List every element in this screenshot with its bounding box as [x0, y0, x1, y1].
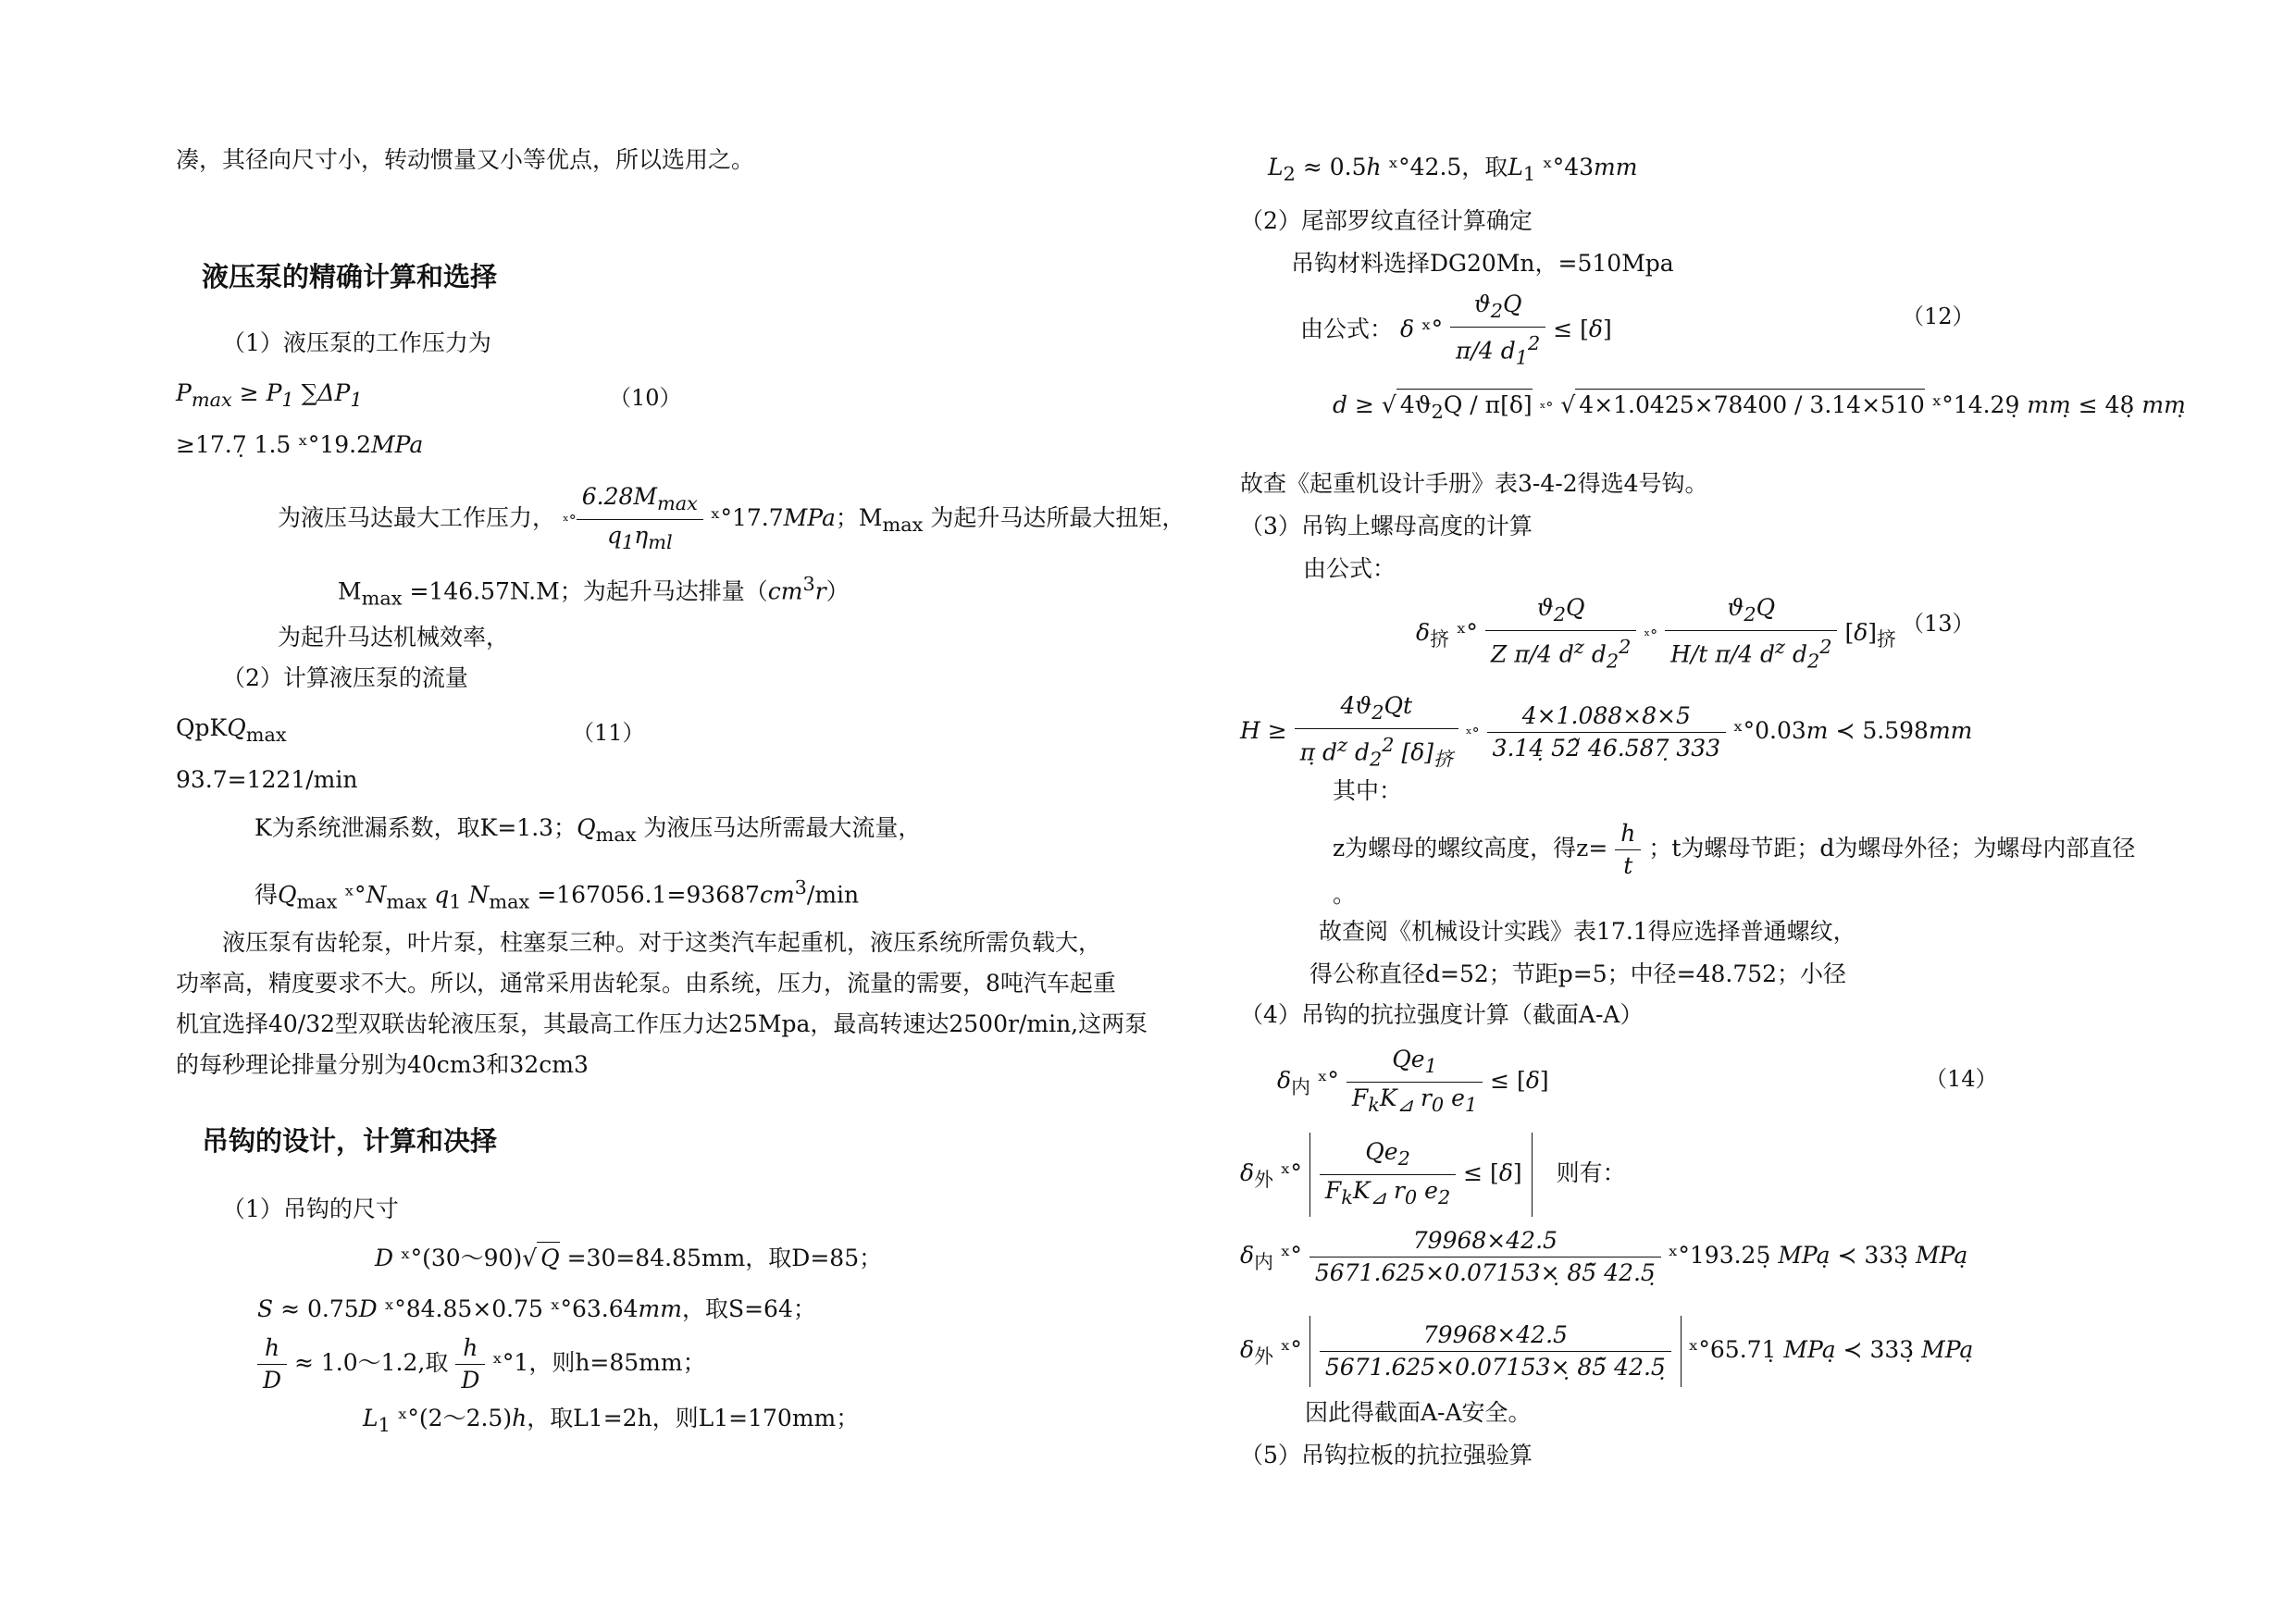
text-span: z为螺母的螺纹高度，得z=	[1333, 835, 1608, 861]
text-line: 得公称直径d=52；节距p=5；中径=48.752；小径	[1309, 960, 1847, 987]
section-heading-pump: 液压泵的精确计算和选择	[202, 261, 498, 292]
radical: 4×1.0425×78400 / 3.14×510	[1575, 389, 1924, 421]
fraction: $\frac{h}{D}$	[455, 1332, 485, 1396]
text-span: $[\delta]_挤$	[1844, 619, 1896, 651]
fraction: $\frac{ϑ_2Q}{\pi/4 d_1^2}$	[1450, 289, 1545, 373]
text-span: ≤ [δ]	[1463, 1159, 1522, 1186]
text-line: $L_2 \approx 0.5h$ ˣ°42.5，取$L_1$ ˣ°43mm	[1268, 154, 1638, 185]
text-line: 。	[1333, 881, 1357, 908]
equation-number: （10）	[609, 385, 682, 411]
equation-number: （12）	[1902, 304, 1975, 329]
text-span: $\delta_内$ ˣ°	[1277, 1067, 1339, 1098]
text-line: 故查阅《机械设计实践》表17.1得应选择普通螺纹，	[1319, 918, 1856, 945]
text-line: 得$Q_{max}$ $ˣ^\circ N_{max}$ $q_1$ $N_{max} =167056.1=93687cm^3/\min$	[254, 876, 860, 913]
text-span: 则有：	[1556, 1159, 1626, 1186]
fraction: $\frac{ϑ_2Q}{Z \pi/4 d^z d_2^2}$	[1485, 592, 1637, 676]
paragraph-line: 的每秒理论排量分别为40cm3和32cm3	[176, 1051, 589, 1078]
text-span: δ ˣ°	[1399, 316, 1444, 343]
text-line: （1）液压泵的工作压力为	[222, 329, 491, 356]
text-span: ˣ°0.03m ≺ 5.598mm	[1733, 717, 1973, 745]
text-span: ˣ°1，则h=85mm；	[492, 1349, 706, 1376]
text-span: ≤ [δ]	[1490, 1067, 1549, 1094]
fraction: $\frac{79968\times 42.5}{5671.625\times 0.07153\timeṣ 85̃ 42.5̣}$	[1320, 1319, 1671, 1383]
text-line: 93.7=1221/min	[176, 766, 358, 793]
text-line: （5）吊钩拉板的抗拉强验算	[1240, 1442, 1533, 1468]
text-span: ˣ°193.25̣ MPạ ≺ 333̣ MPa	[1668, 1242, 1968, 1269]
text-span: d ≥	[1333, 391, 1374, 418]
text-span: $\delta_外$ ˣ°	[1240, 1336, 1302, 1368]
text-line: S ≈ 0.75D ˣ°84.85×0.75 ˣ°63.64mm，取S=64；	[257, 1295, 816, 1322]
text-line: （2）尾部罗纹直径计算确定	[1240, 207, 1533, 234]
text-line: 由公式：	[1303, 555, 1396, 582]
text-line	[257, 1332, 706, 1396]
equation-number: （14）	[1925, 1066, 1998, 1092]
fraction: $\frac{4\times 1.088\times 8\times 5}{3.14̣ 52̃ 46.587̣ 333}$	[1487, 700, 1727, 764]
text-line: D ˣ°(30～90)√ Q =30=84.85mm，取D=85；	[375, 1242, 882, 1274]
text-line: $L_1$ ˣ°(2～2.5)h，取L1=2h，则L1=170mm；	[363, 1405, 860, 1436]
text-span: H ≥	[1240, 717, 1287, 745]
text-span: ≈ 1.0～1.2,取	[294, 1349, 449, 1376]
paragraph-line: 机宜选择40/32型双联齿轮液压泵，其最高工作压力达25Mpa，最高转速达2500r/min,这两泵	[176, 1010, 1148, 1037]
equation-line	[1240, 1225, 1967, 1289]
text-line: （4）吊钩的抗拉强度计算（截面A-A）	[1240, 1001, 1644, 1028]
text-line	[1333, 818, 2135, 882]
equation-line: H ≥ $\frac{4ϑ_2Qt}{\pị d^z d_2^2 [\delta]_挤}$ ˣ° $\frac{4\times 1.088\times 8\times 5}{3.14̣ 52̃ 46.587̣ 333}$ ˣ°0.03m ≺ 5.598mm	[1240, 690, 1972, 774]
text-span: ˣ°65.71̣ MPạ ≺ 333̣ MPa	[1688, 1336, 1974, 1363]
text-line: 吊钩材料选择DG20Mn，=510Mpa	[1291, 250, 1674, 277]
text-line: （1）吊钩的尺寸	[222, 1196, 399, 1222]
section-heading-hook: 吊钩的设计，计算和决择	[202, 1125, 498, 1157]
equation-11: QpKQ$_{max}$	[176, 714, 287, 746]
equation-14	[1277, 1044, 1549, 1121]
text-line: 为起升马达机械效率，	[278, 624, 510, 650]
text-line: 故查《起重机设计手册》表3-4-2得选4号钩。	[1240, 470, 1708, 497]
text-line: （2）计算液压泵的流量	[222, 664, 468, 691]
equation-10: $P_{max} \ge P_1$ $\sum\Delta P_1$	[176, 379, 363, 411]
text-span: 由公式：	[1300, 316, 1394, 343]
text-span: $\delta_挤$ ˣ°	[1416, 619, 1478, 651]
equation-12	[1300, 289, 1612, 373]
fraction: $\frac{ϑ_2Q}{H/t \pi/4 d^z d_2^2}$	[1665, 592, 1837, 676]
radical: $4ϑ_2Q / \pi[\delta]$	[1396, 389, 1533, 427]
fraction: $\frac{Qe_2}{F_kK_⊿ r_0 e_2}$	[1320, 1136, 1456, 1213]
text-line: ≥17.7̣ 1.5 ˣ°19.2MPa	[176, 431, 424, 458]
fraction: $\frac{h}{D}$	[257, 1332, 287, 1396]
fraction: $\frac{6.28M_{max}}{q_1\eta_{ml}}$	[577, 481, 703, 558]
fraction: $\frac{h}{t}$	[1615, 818, 1641, 882]
text-span: $\delta_外$ ˣ°	[1240, 1159, 1302, 1191]
text-line: K为系统泄漏系数，取K=1.3；$Q_{max}$ 为液压马达所需最大流量，	[254, 814, 922, 846]
text-span: 为液压马达最大工作压力，	[278, 504, 556, 531]
text-span: ˣ°17.7MPa；$M_{max}$ 为起升马达所最大扭矩，	[710, 504, 1185, 536]
text-line: $M_{max} =146.57N.M$；为起升马达排量$(cm^3r)$	[338, 573, 850, 610]
text-span: $\delta_内$ ˣ°	[1240, 1242, 1302, 1273]
text-line: （3）吊钩上螺母高度的计算	[1240, 513, 1533, 539]
fraction: $\frac{Qe_1}{F_kK_⊿ r_0 e_1}$	[1347, 1044, 1483, 1121]
fraction: $\frac{79968\times 42.5}{5671.625\times 0.07153\timeṣ 85̃ 42.5̣}$	[1309, 1225, 1661, 1289]
equation-line: d ≥ √ $4ϑ_2Q / \pi[\delta]$ ˣ° √ 4×1.0425×78400 / 3.14×510 ˣ°14.29̣ mṃ ≤ 48̣ mm	[1333, 389, 2186, 427]
equation-line	[1240, 1316, 1973, 1387]
equation-13: $\delta_挤$ ˣ° $\frac{ϑ_2Q}{Z \pi/4 d^z d_2^2}$ ˣ° $\frac{ϑ_2Q}{H/t \pi/4 d^z d_2^2}$ $[\delta]_挤$	[1416, 592, 1896, 676]
text-line: 为液压马达最大工作压力， ˣ° $\frac{6.28M_{max}}{q_1\eta_{ml}}$ ˣ°17.7MPa；$M_{max}$ 为起升马达所最大扭矩，	[278, 481, 1185, 558]
fraction: $\frac{4ϑ_2Qt}{\pị d^z d_2^2 [\delta]_挤}$	[1295, 690, 1458, 774]
text-line: 凑，其径向尺寸小，转动惯量又小等优点，所以选用之。	[176, 146, 755, 173]
text-span: ；t为螺母节距；d为螺母外径；为螺母内部直径	[1648, 835, 2136, 861]
text-span: ˣ°14.29̣ mṃ ≤ 48̣ mm	[1931, 391, 2186, 418]
text-line: 其中：	[1333, 777, 1403, 804]
paragraph-line: 功率高，精度要求不大。所以，通常采用齿轮泵。由系统，压力，流量的需要，8吨汽车起重	[176, 970, 1116, 997]
equation-number: （11）	[572, 720, 645, 746]
paragraph-line: 液压泵有齿轮泵，叶片泵，柱塞泵三种。对于这类汽车起重机，液压系统所需负载大，	[222, 929, 1102, 956]
equation-line	[1240, 1133, 1626, 1217]
text-line: 因此得截面A-A安全。	[1305, 1399, 1532, 1426]
text-span: ≤ [δ]	[1553, 316, 1612, 343]
equation-number: （13）	[1902, 611, 1975, 637]
right-column	[1148, 0, 2296, 1623]
